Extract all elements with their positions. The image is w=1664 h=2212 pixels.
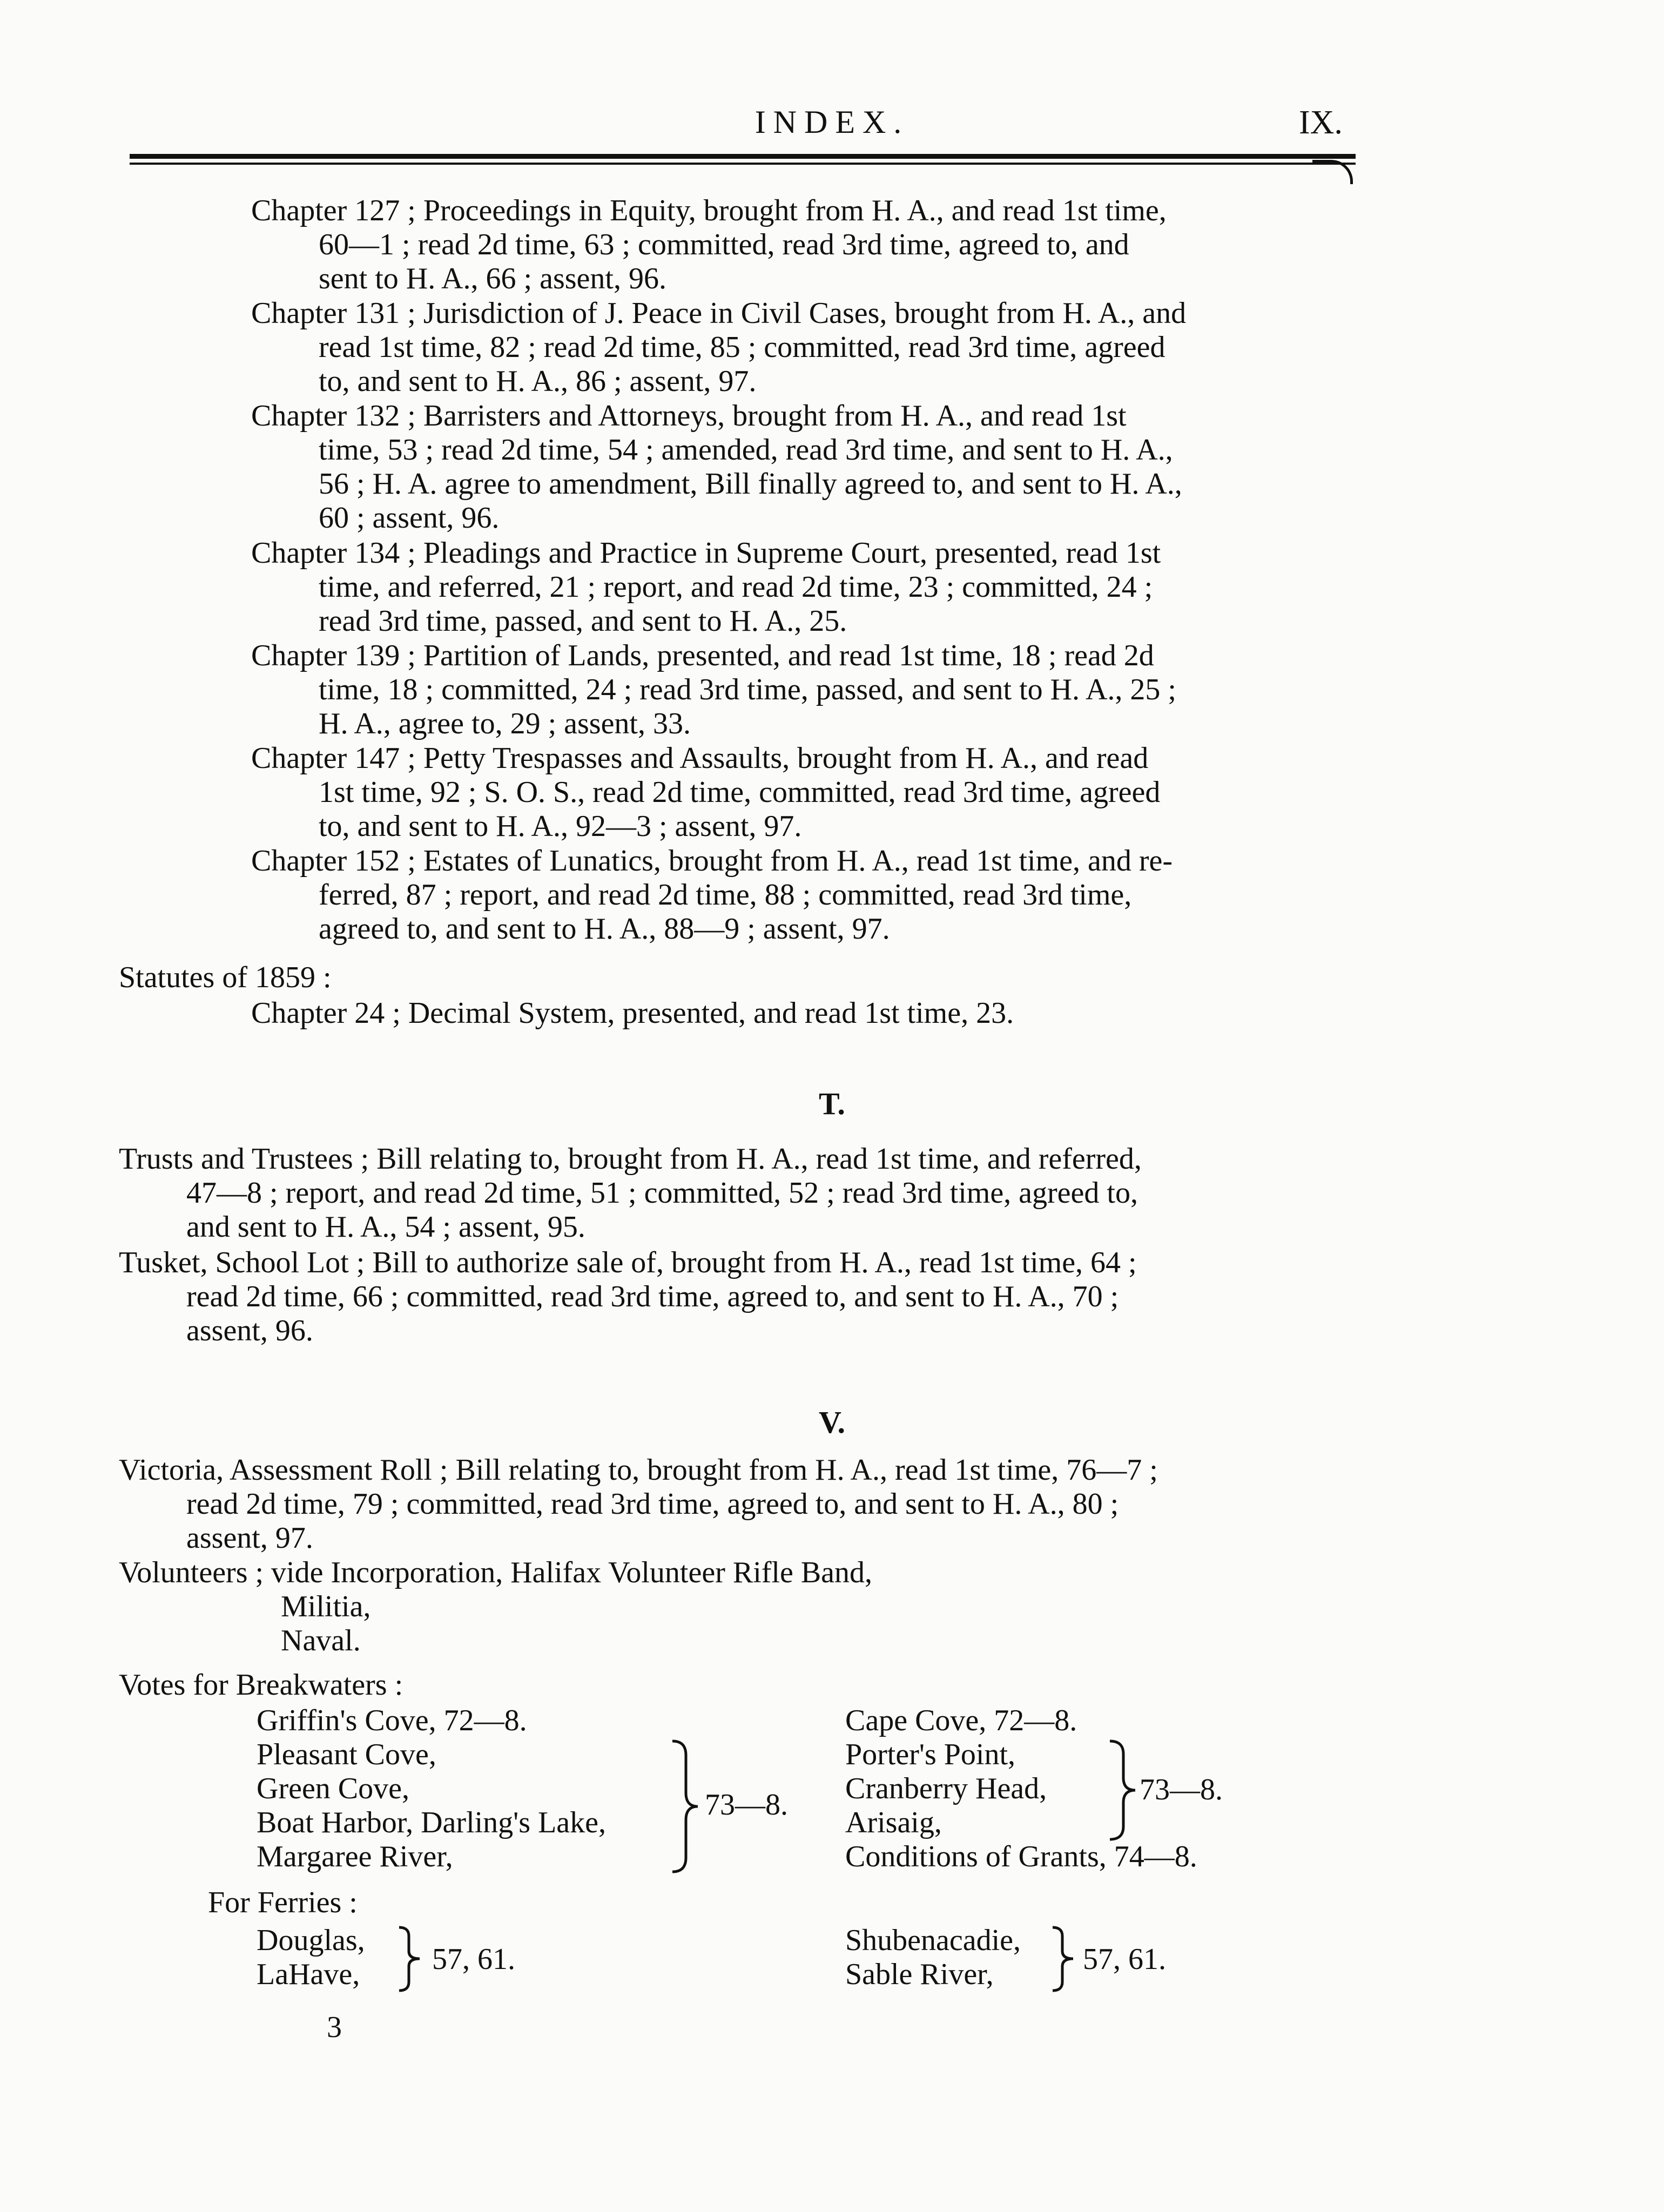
- entry-line: read 2d time, 79 ; committed, read 3rd time, agreed to, and sent to H. A., 80 ;: [186, 1487, 1119, 1521]
- entry-line: 60 ; assent, 96.: [319, 501, 500, 535]
- ferry-item: Douglas,: [257, 1924, 365, 1957]
- entry-line: assent, 97.: [186, 1521, 313, 1555]
- entry-line: time, 53 ; read 2d time, 54 ; amended, read 3rd time, and sent to H. A.,: [319, 433, 1173, 467]
- breakwater-range: 73—8.: [705, 1788, 788, 1822]
- breakwater-item: Cape Cove, 72—8.: [845, 1704, 1077, 1737]
- breakwater-item: Boat Harbor, Darling's Lake,: [257, 1806, 606, 1839]
- entry-line: ferred, 87 ; report, and read 2d time, 88 ; committed, read 3rd time,: [319, 878, 1132, 912]
- entry-line: 56 ; H. A. agree to amendment, Bill finally agreed to, and sent to H. A.,: [319, 467, 1182, 501]
- entry-line: 60—1 ; read 2d time, 63 ; committed, read 3rd time, agreed to, and: [319, 228, 1129, 261]
- entry-line: to, and sent to H. A., 92—3 ; assent, 97.: [319, 810, 802, 843]
- ferries-label: For Ferries :: [208, 1886, 358, 1919]
- entry-line: read 2d time, 66 ; committed, read 3rd time, agreed to, and sent to H. A., 70 ;: [186, 1280, 1119, 1313]
- left-brace-icon: [670, 1739, 702, 1874]
- entry-line: Chapter 147 ; Petty Trespasses and Assaults, brought from H. A., and read: [251, 741, 1149, 775]
- breakwaters-label: Votes for Breakwaters :: [119, 1668, 403, 1702]
- breakwater-range: 73—8.: [1140, 1773, 1223, 1806]
- breakwater-item: Cranberry Head,: [845, 1772, 1047, 1805]
- entry-line: sent to H. A., 66 ; assent, 96.: [319, 262, 666, 295]
- statutes-1859-label: Statutes of 1859 :: [119, 961, 332, 994]
- section-heading-t: T.: [819, 1086, 845, 1121]
- entry-line: read 1st time, 82 ; read 2d time, 85 ; committed, read 3rd time, agreed: [319, 331, 1166, 364]
- entry-line: Tusket, School Lot ; Bill to authorize sale of, brought from H. A., read 1st time, 64 ;: [119, 1246, 1137, 1279]
- entry-line: Chapter 139 ; Partition of Lands, presented, and read 1st time, 18 ; read 2d: [251, 639, 1154, 672]
- breakwater-item: Griffin's Cove, 72—8.: [257, 1704, 527, 1737]
- entry-line: Chapter 131 ; Jurisdiction of J. Peace in Civil Cases, brought from H. A., and: [251, 296, 1187, 330]
- entry-line: Chapter 134 ; Pleadings and Practice in Supreme Court, presented, read 1st: [251, 536, 1161, 570]
- entry-line: assent, 96.: [186, 1314, 313, 1347]
- entry-line: Chapter 24 ; Decimal System, presented, and read 1st time, 23.: [251, 996, 1014, 1030]
- ferry-brace-icon: [1050, 1925, 1077, 1993]
- breakwater-item: Pleasant Cove,: [257, 1738, 436, 1771]
- entry-line: Trusts and Trustees ; Bill relating to, brought from H. A., read 1st time, and referred,: [119, 1142, 1142, 1176]
- ferry-item: Shubenacadie,: [845, 1924, 1021, 1957]
- volunteers-entry: Volunteers ; vide Incorporation, Halifax Volunteer Rifle Band,: [119, 1556, 873, 1589]
- entry-line: Chapter 152 ; Estates of Lunatics, brought from H. A., read 1st time, and re-: [251, 844, 1173, 878]
- header-rule-thick: [130, 154, 1356, 159]
- ferry-range: 57, 61.: [432, 1943, 515, 1976]
- section-heading-v: V.: [819, 1405, 845, 1440]
- page-number-roman: IX.: [1299, 104, 1343, 141]
- entry-line: and sent to H. A., 54 ; assent, 95.: [186, 1210, 585, 1244]
- ferry-brace-icon: [397, 1925, 424, 1993]
- breakwater-item: Conditions of Grants, 74—8.: [845, 1840, 1197, 1873]
- ferry-item: Sable River,: [845, 1958, 994, 1991]
- breakwater-item: Green Cove,: [257, 1772, 410, 1805]
- entry-line: Chapter 127 ; Proceedings in Equity, brought from H. A., and read 1st time,: [251, 194, 1167, 227]
- entry-line: time, 18 ; committed, 24 ; read 3rd time, passed, and sent to H. A., 25 ;: [319, 673, 1176, 706]
- entry-line: Militia,: [281, 1590, 371, 1623]
- signature-mark: 3: [327, 2011, 342, 2044]
- entry-line: read 3rd time, passed, and sent to H. A., 25.: [319, 604, 847, 638]
- entry-line: 47—8 ; report, and read 2d time, 51 ; committed, 52 ; read 3rd time, agreed to,: [186, 1176, 1138, 1210]
- page-header-title: INDEX.: [754, 104, 910, 140]
- breakwater-item: Porter's Point,: [845, 1738, 1015, 1771]
- breakwater-item: Arisaig,: [845, 1806, 942, 1839]
- breakwater-item: Margaree River,: [257, 1840, 453, 1873]
- ferry-item: LaHave,: [257, 1958, 360, 1991]
- ferry-range: 57, 61.: [1083, 1943, 1166, 1976]
- entry-line: agreed to, and sent to H. A., 88—9 ; assent, 97.: [319, 912, 890, 946]
- entry-line: time, and referred, 21 ; report, and read 2d time, 23 ; committed, 24 ;: [319, 570, 1153, 604]
- entry-line: Chapter 132 ; Barristers and Attorneys, brought from H. A., and read 1st: [251, 399, 1127, 433]
- entry-line: Victoria, Assessment Roll ; Bill relating to, brought from H. A., read 1st time, 76—7 ;: [119, 1453, 1158, 1487]
- right-brace-icon: [1107, 1739, 1140, 1842]
- entry-line: H. A., agree to, 29 ; assent, 33.: [319, 707, 691, 740]
- entry-line: to, and sent to H. A., 86 ; assent, 97.: [319, 365, 757, 398]
- header-rule-thin: [130, 163, 1356, 165]
- entry-line: 1st time, 92 ; S. O. S., read 2d time, committed, read 3rd time, agreed: [319, 775, 1161, 809]
- entry-line: Naval.: [281, 1624, 361, 1657]
